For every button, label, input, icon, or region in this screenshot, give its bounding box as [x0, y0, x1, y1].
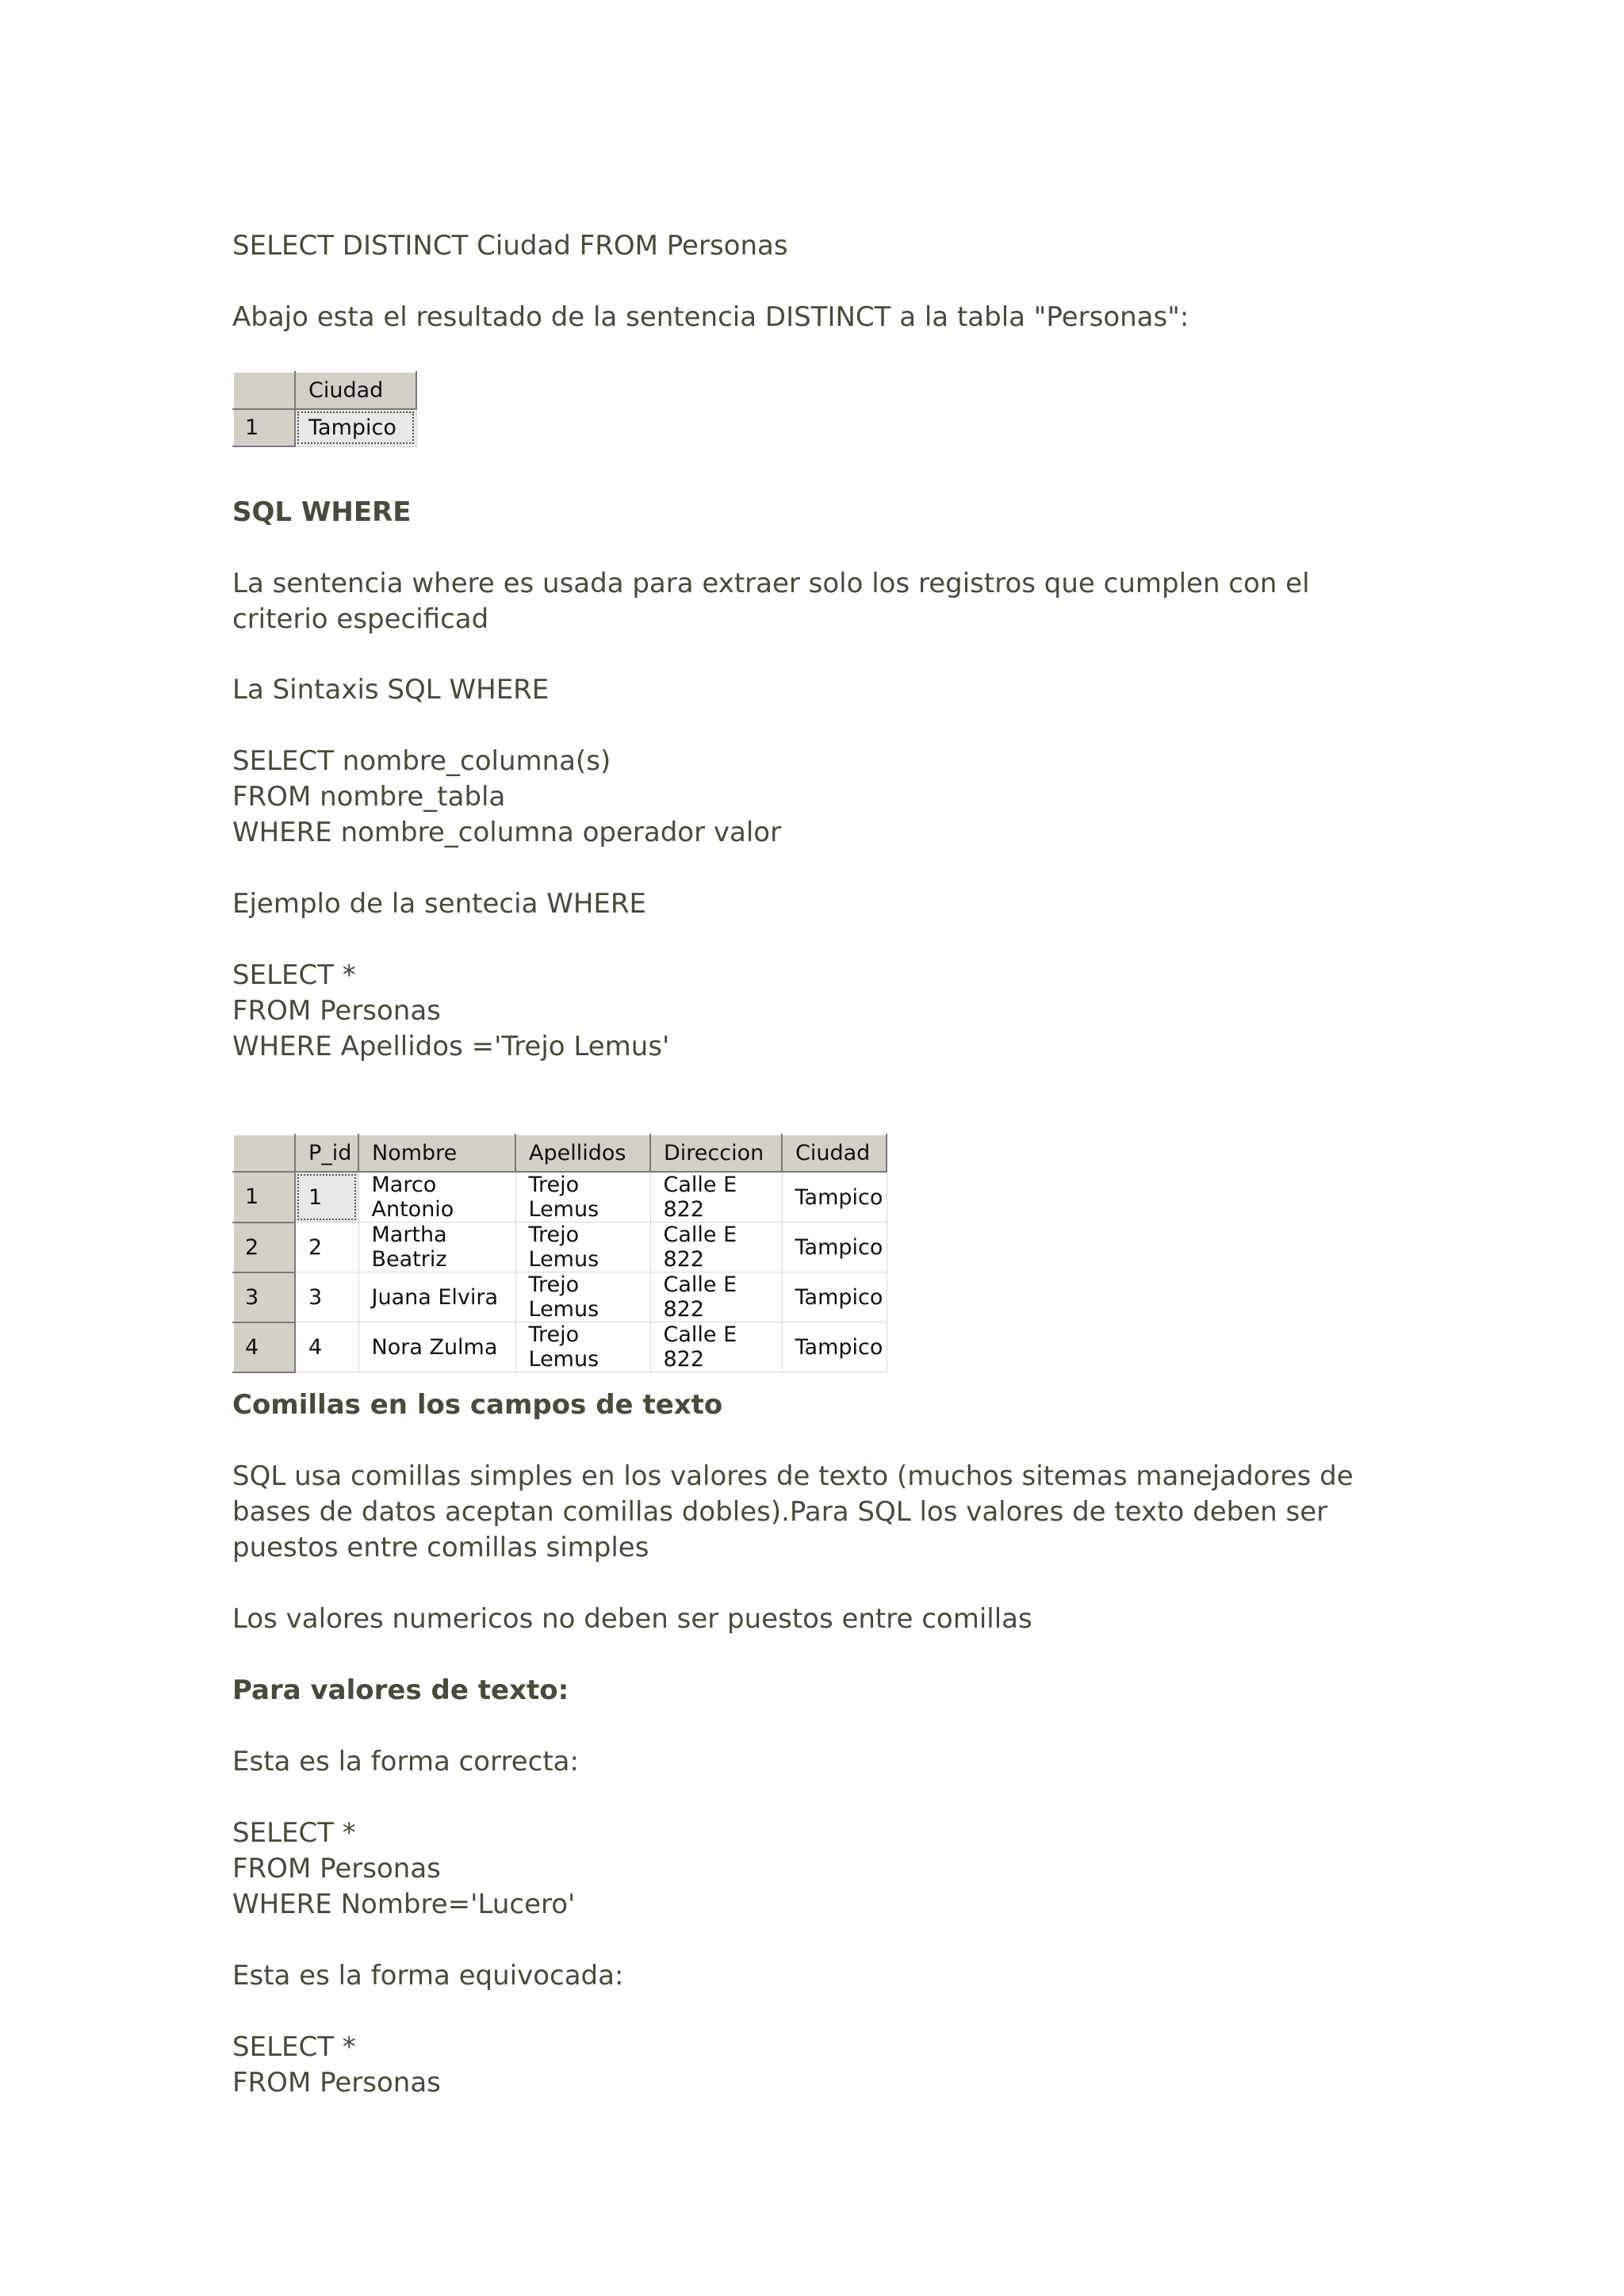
grid-cell: Tampico [782, 1223, 887, 1272]
where-syntax-title: La Sintaxis SQL WHERE [232, 674, 550, 706]
heading-text-values: Para valores de texto: [232, 1674, 569, 1706]
grid-cell: Tampico [782, 1272, 887, 1322]
grid-cell: Tampico [295, 409, 416, 446]
grid-cell: Juana Elvira [358, 1272, 515, 1322]
numeric-values-note: Los valores numericos no deben ser puestos entre comillas [232, 1603, 1032, 1635]
grid-cell: Calle E 822 [650, 1322, 782, 1372]
row-number: 4 [233, 1322, 295, 1372]
grid-cell: Calle E 822 [650, 1172, 782, 1223]
heading-comillas: Comillas en los campos de texto [232, 1389, 723, 1421]
comillas-description: SQL usa comillas simples en los valores de texto (muchos sitemas manejadores de bases de datos aceptan comillas dobles).Para SQL los valores de texto deben ser puestos entre comillas simples [232, 1460, 1354, 1563]
syntax-line: FROM nombre_tabla [232, 781, 506, 813]
correct-query-line: FROM Personas [232, 1853, 441, 1885]
correct-query-line: WHERE Nombre='Lucero' [232, 1888, 576, 1920]
row-number: 1 [233, 409, 295, 446]
grid-cell: 3 [295, 1272, 358, 1322]
heading-sql-where: SQL WHERE [232, 496, 412, 528]
grid-cell: Trejo Lemus [515, 1223, 650, 1272]
example-line: FROM Personas [232, 995, 441, 1027]
table-row [233, 1272, 887, 1322]
column-header: P_id [295, 1135, 358, 1172]
where-example-title: Ejemplo de la sentecia WHERE [232, 888, 646, 920]
grid-cell: Martha Beatriz [358, 1223, 515, 1272]
table-row [233, 1322, 887, 1372]
table-row [233, 1172, 887, 1223]
grid-cell: Trejo Lemus [515, 1272, 650, 1322]
grid-cell: Tampico [782, 1322, 887, 1372]
grid-cell: Nora Zulma [358, 1322, 515, 1372]
wrong-query-line: SELECT * [232, 2031, 356, 2063]
wrong-form-caption: Esta es la forma equivocada: [232, 1960, 624, 1992]
row-number: 2 [233, 1223, 295, 1272]
grid-cell: Tampico [782, 1172, 887, 1223]
wrong-query-line: FROM Personas [232, 2067, 441, 2099]
grid-cell: Calle E 822 [650, 1223, 782, 1272]
grid-cell: Marco Antonio [358, 1172, 515, 1223]
column-header: Ciudad [782, 1135, 887, 1172]
grid-cell: 4 [295, 1322, 358, 1372]
grid-corner [233, 372, 295, 409]
grid-cell: Trejo Lemus [515, 1322, 650, 1372]
grid-cell: 1 [295, 1172, 358, 1223]
grid-corner [233, 1135, 295, 1172]
row-number: 1 [233, 1172, 295, 1223]
syntax-line: SELECT nombre_columna(s) [232, 745, 611, 777]
column-header: Apellidos [515, 1135, 650, 1172]
correct-form-caption: Esta es la forma correcta: [232, 1746, 579, 1777]
grid-cell: Calle E 822 [650, 1272, 782, 1322]
column-header: Nombre [358, 1135, 515, 1172]
column-header-ciudad: Ciudad [295, 372, 416, 409]
distinct-result-caption: Abajo esta el resultado de la sentencia DISTINCT a la tabla "Personas": [232, 301, 1189, 333]
where-result-grid [232, 1134, 887, 1373]
where-description: La sentencia where es usada para extraer solo los registros que cumplen con el criterio especificad [232, 568, 1310, 635]
example-line: WHERE Apellidos ='Trejo Lemus' [232, 1031, 670, 1062]
grid-cell: 2 [295, 1223, 358, 1272]
table-row [233, 1223, 887, 1272]
column-header: Direccion [650, 1135, 782, 1172]
syntax-line: WHERE nombre_columna operador valor [232, 817, 782, 848]
distinct-query: SELECT DISTINCT Ciudad FROM Personas [232, 230, 788, 262]
grid-cell: Trejo Lemus [515, 1172, 650, 1223]
distinct-result-grid [232, 371, 417, 447]
correct-query-line: SELECT * [232, 1817, 356, 1849]
row-number: 3 [233, 1272, 295, 1322]
example-line: SELECT * [232, 959, 356, 991]
